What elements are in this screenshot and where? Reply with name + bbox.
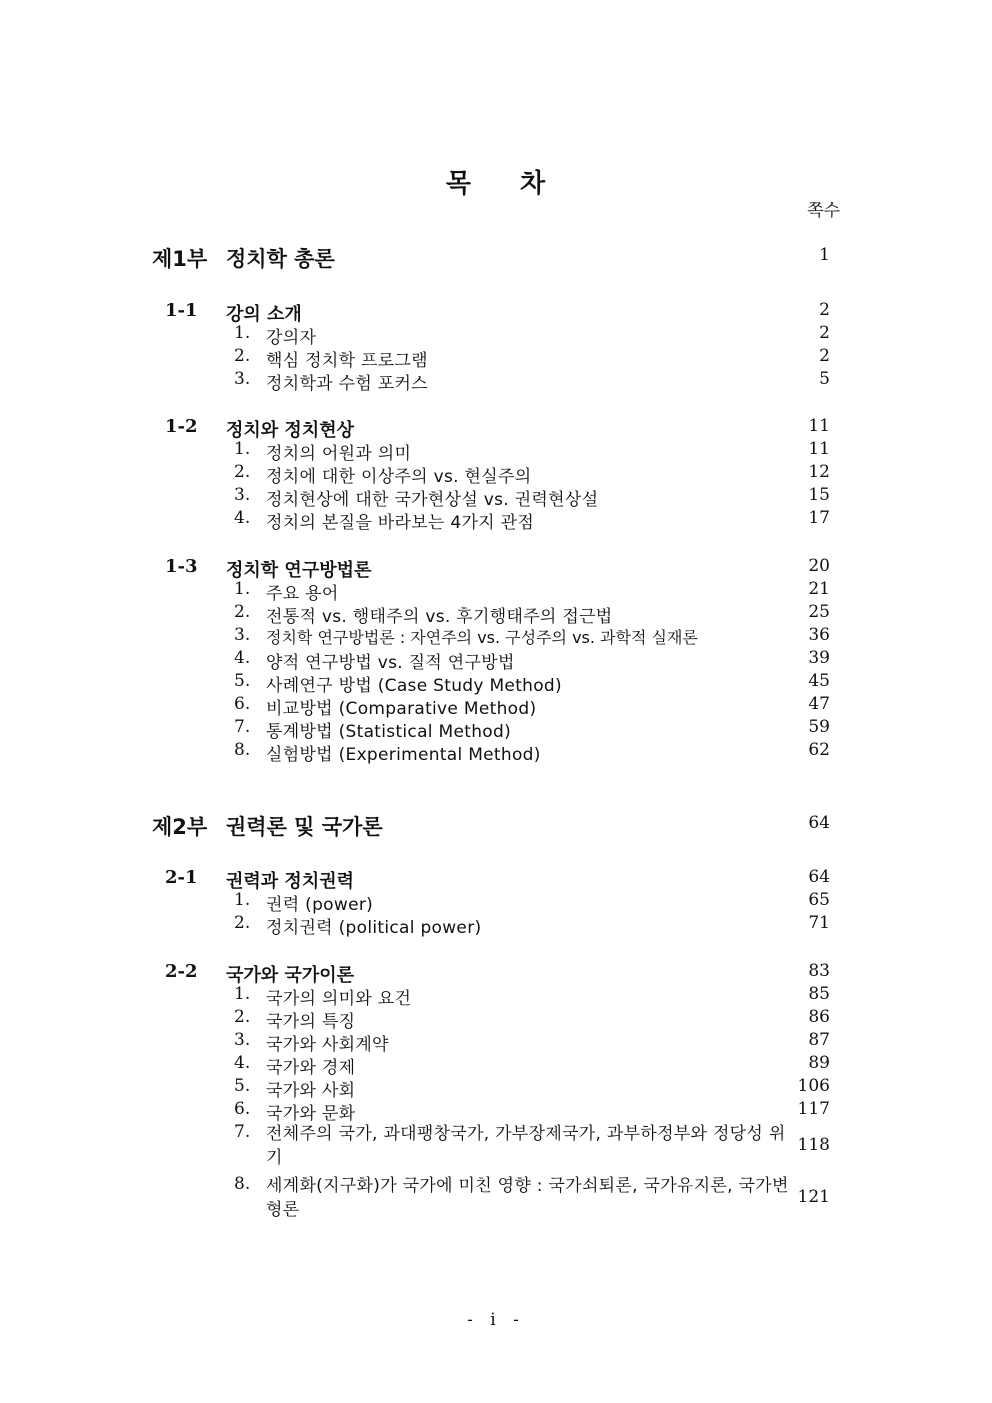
toc-entry[interactable] — [152, 485, 842, 508]
entry-title: 정치현상에 대한 국가현상설 vs. 권력현상설 — [266, 490, 599, 510]
entry-number: 2. — [234, 346, 251, 366]
toc-entry[interactable] — [152, 439, 842, 462]
part-title: 권력론 및 국가론 — [226, 815, 383, 839]
toc-chapter-1-1 — [152, 300, 842, 392]
entry-page: 62 — [808, 740, 830, 760]
entry-page: 85 — [808, 984, 830, 1004]
entry-number: 8. — [234, 740, 251, 760]
entry-page: 47 — [808, 694, 830, 714]
entry-page: 36 — [808, 625, 830, 645]
chapter-page: 20 — [808, 556, 830, 576]
entry-title: 주요 용어 — [266, 584, 339, 604]
toc-entry[interactable] — [152, 671, 842, 694]
chapter-number: 1-2 — [165, 416, 198, 437]
toc-entry[interactable] — [152, 890, 842, 913]
entry-page: 2 — [819, 346, 830, 366]
entry-page: 17 — [808, 508, 830, 528]
entry-title: 사례연구 방법 (Case Study Method) — [266, 676, 562, 696]
entry-number: 2. — [234, 913, 251, 933]
entry-number: 8. — [234, 1174, 251, 1194]
entry-page: 12 — [808, 462, 830, 482]
entry-title: 정치학 연구방법론 : 자연주의 vs. 구성주의 vs. 과학적 실재론 — [266, 628, 698, 647]
toc-entry[interactable] — [152, 1122, 842, 1174]
chapter-heading[interactable] — [152, 300, 842, 323]
chapter-number: 2-2 — [165, 961, 198, 982]
chapter-number: 1-3 — [165, 556, 198, 577]
entry-title: 정치권력 (political power) — [266, 918, 482, 938]
entry-number: 3. — [234, 485, 251, 505]
toc-entry[interactable] — [152, 913, 842, 936]
page-column-label: 쪽수 — [807, 201, 840, 221]
chapter-number: 1-1 — [165, 300, 198, 321]
toc-entry[interactable] — [152, 508, 842, 531]
entry-title: 정치의 본질을 바라보는 4가지 관점 — [266, 513, 535, 533]
entry-page: 39 — [808, 648, 830, 668]
entry-title: 권력 (power) — [266, 895, 374, 915]
entry-page: 5 — [819, 369, 830, 389]
entry-number: 1. — [234, 890, 251, 910]
toc-entry[interactable] — [152, 1174, 842, 1226]
toc-entry[interactable] — [152, 625, 842, 648]
entry-page: 15 — [808, 485, 830, 505]
entry-title: 정치의 어원과 의미 — [266, 444, 412, 464]
entry-number: 3. — [234, 369, 251, 389]
page-title — [0, 163, 992, 200]
chapter-page: 64 — [808, 867, 830, 887]
title-char-1: 목 — [445, 169, 472, 199]
toc-part-2[interactable] — [152, 811, 842, 841]
toc-entry[interactable] — [152, 1030, 842, 1053]
chapter-page: 83 — [808, 961, 830, 981]
entry-title: 정치학과 수험 포커스 — [266, 374, 428, 394]
part-page: 64 — [808, 813, 830, 833]
entry-number: 4. — [234, 648, 251, 668]
toc-entry[interactable] — [152, 369, 842, 392]
chapter-heading[interactable] — [152, 961, 842, 984]
entry-number: 2. — [234, 602, 251, 622]
entry-title: 세계화(지구화)가 국가에 미친 영향 : 국가쇠퇴론, 국가유지론, 국가변형론 — [266, 1176, 789, 1220]
toc-chapter-2-1 — [152, 867, 842, 936]
entry-page: 106 — [797, 1076, 830, 1096]
chapter-title: 국가와 국가이론 — [226, 965, 354, 986]
entry-number: 1. — [234, 579, 251, 599]
toc-entry[interactable] — [152, 346, 842, 369]
toc-entry[interactable] — [152, 1053, 842, 1076]
entry-page: 89 — [808, 1053, 830, 1073]
entry-page: 117 — [797, 1099, 830, 1119]
chapter-title: 권력과 정치권력 — [226, 871, 354, 892]
chapter-title: 정치학 연구방법론 — [226, 560, 372, 581]
entry-number: 6. — [234, 1099, 251, 1119]
toc-entry[interactable] — [152, 602, 842, 625]
part-number: 제2부 — [152, 815, 208, 839]
toc-entry[interactable] — [152, 717, 842, 740]
chapter-title: 강의 소개 — [226, 304, 302, 325]
title-char-2: 차 — [520, 169, 547, 199]
entry-number: 1. — [234, 323, 251, 343]
toc-entry[interactable] — [152, 1099, 842, 1122]
entry-number: 4. — [234, 508, 251, 528]
toc-entry[interactable] — [152, 1007, 842, 1030]
entry-title: 전체주의 국가, 과대팽창국가, 가부장제국가, 과부하정부와 정당성 위기 — [266, 1124, 786, 1168]
entry-title: 비교방법 (Comparative Method) — [266, 699, 537, 719]
entry-page: 87 — [808, 1030, 830, 1050]
entry-page: 21 — [808, 579, 830, 599]
toc-chapter-2-2 — [152, 961, 842, 1226]
entry-page: 65 — [808, 890, 830, 910]
entry-number: 3. — [234, 1030, 251, 1050]
chapter-heading[interactable] — [152, 867, 842, 890]
toc-entry[interactable] — [152, 323, 842, 346]
part-page: 1 — [819, 245, 830, 265]
chapter-heading[interactable] — [152, 556, 842, 579]
toc-entry[interactable] — [152, 984, 842, 1007]
entry-page: 2 — [819, 323, 830, 343]
toc-entry[interactable] — [152, 694, 842, 717]
toc-entry[interactable] — [152, 462, 842, 485]
entry-number: 6. — [234, 694, 251, 714]
part-title: 정치학 총론 — [226, 247, 335, 271]
chapter-title: 정치와 정치현상 — [226, 420, 354, 441]
entry-title: 강의자 — [266, 328, 317, 348]
chapter-heading[interactable] — [152, 416, 842, 439]
entry-title: 국가의 의미와 요건 — [266, 989, 412, 1009]
toc-entry[interactable] — [152, 579, 842, 602]
toc-entry[interactable] — [152, 1076, 842, 1099]
entry-title: 실험방법 (Experimental Method) — [266, 745, 541, 765]
entry-title: 양적 연구방법 vs. 질적 연구방법 — [266, 653, 515, 673]
entry-number: 5. — [234, 1076, 251, 1096]
entry-number: 7. — [234, 717, 251, 737]
entry-page: 25 — [808, 602, 830, 622]
entry-page: 59 — [808, 717, 830, 737]
part-number: 제1부 — [152, 247, 208, 271]
entry-title: 통계방법 (Statistical Method) — [266, 722, 512, 742]
entry-number: 4. — [234, 1053, 251, 1073]
entry-number: 3. — [234, 625, 251, 645]
entry-title: 국가의 특징 — [266, 1012, 356, 1032]
entry-title: 국가와 경제 — [266, 1058, 356, 1078]
entry-page: 11 — [808, 439, 830, 459]
entry-page: 45 — [808, 671, 830, 691]
entry-title: 국가와 사회계약 — [266, 1035, 389, 1055]
toc-part-1[interactable] — [152, 243, 842, 273]
toc-entry[interactable] — [152, 740, 842, 763]
page-number-footer: - i - — [467, 1310, 525, 1330]
entry-number: 1. — [234, 984, 251, 1004]
entry-number: 1. — [234, 439, 251, 459]
chapter-page: 11 — [808, 416, 830, 436]
chapter-number: 2-1 — [165, 867, 198, 888]
entry-number: 7. — [234, 1122, 251, 1142]
toc-entry[interactable] — [152, 648, 842, 671]
entry-number: 5. — [234, 671, 251, 691]
entry-page: 86 — [808, 1007, 830, 1027]
entry-title: 국가와 문화 — [266, 1104, 356, 1124]
entry-page: 71 — [808, 913, 830, 933]
entry-page: 121 — [797, 1187, 830, 1207]
chapter-page: 2 — [819, 300, 830, 320]
entry-title: 국가와 사회 — [266, 1081, 356, 1101]
entry-title: 핵심 정치학 프로그램 — [266, 351, 428, 371]
entry-number: 2. — [234, 462, 251, 482]
entry-title: 정치에 대한 이상주의 vs. 현실주의 — [266, 467, 532, 487]
entry-page: 118 — [797, 1135, 830, 1155]
entry-title: 전통적 vs. 행태주의 vs. 후기행태주의 접근법 — [266, 607, 613, 627]
entry-number: 2. — [234, 1007, 251, 1027]
toc-chapter-1-3 — [152, 556, 842, 763]
toc-chapter-1-2 — [152, 416, 842, 531]
